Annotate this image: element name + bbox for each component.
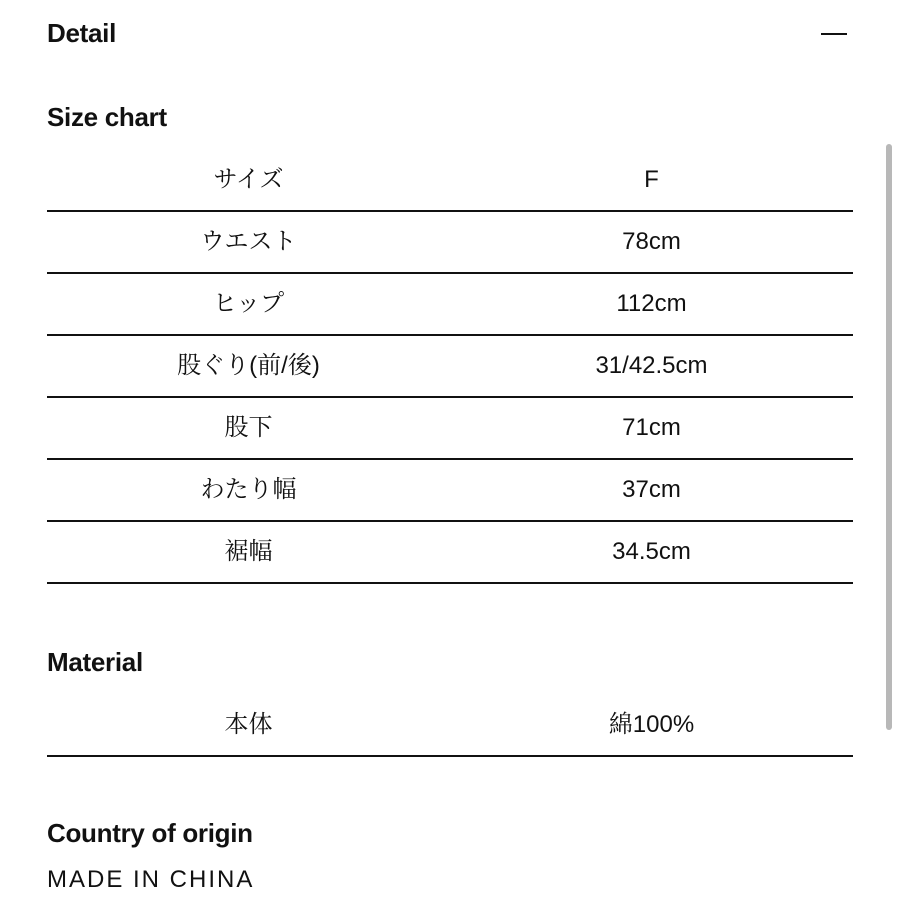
row-label: わたり幅 [200,476,297,503]
row-value: 31/42.5cm [595,352,708,379]
row-label: ウエスト [200,228,297,255]
table-row [47,695,853,757]
table-row [47,212,853,274]
scrollbar[interactable] [886,140,892,740]
row-value: 71cm [622,414,681,441]
detail-title: Detail [47,18,117,48]
row-label: 裾幅 [224,538,273,565]
row-label: 股下 [224,414,273,441]
row-value: 78cm [622,228,681,255]
row-label: 本体 [224,711,273,738]
table-row [47,460,853,522]
material-table [47,695,853,757]
row-label: 股ぐり(前/後) [177,352,320,379]
origin-value: MADE IN CHINA [47,866,255,893]
row-label: ヒップ [212,290,285,317]
table-row [47,522,853,584]
row-value: 綿100% [608,711,695,738]
collapse-button[interactable] [819,20,849,46]
origin-title: Country of origin [47,818,253,848]
table-row [47,150,853,212]
row-value: 34.5cm [612,538,691,565]
material-title: Material [47,647,143,677]
row-value: 112cm [616,290,687,317]
table-row [47,336,853,398]
table-row [47,398,853,460]
detail-header[interactable] [47,14,853,54]
size-chart-title: Size chart [47,102,167,132]
size-chart-table [47,150,853,584]
minus-icon [821,33,847,35]
scrollbar-thumb[interactable] [886,144,892,730]
table-row [47,274,853,336]
row-value: 37cm [622,476,681,503]
row-label: サイズ [213,166,284,193]
row-value: F [644,166,659,193]
